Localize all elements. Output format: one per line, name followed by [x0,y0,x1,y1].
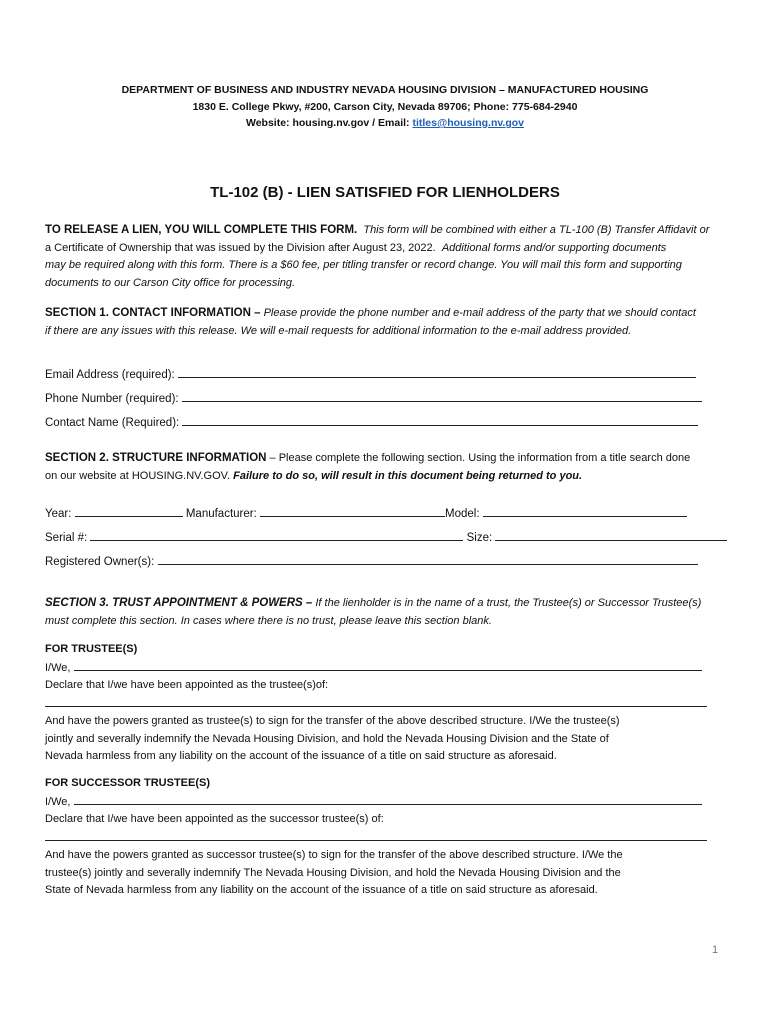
section3-heading: SECTION 3. TRUST APPOINTMENT & POWERS – [45,597,313,609]
trustee-name-field[interactable] [74,659,702,671]
contact-row [45,414,725,429]
trustee-declare: Declare that I/we have been appointed as the trustee(s)of: [45,679,329,691]
contact-label: Contact Name (Required): [45,417,180,429]
trustee-trust-field[interactable] [45,695,707,707]
email-label: Email Address (required): [45,369,175,381]
year-field[interactable] [75,505,183,517]
manufacturer-label: Manufacturer: [185,508,257,520]
successor-block: FOR SUCCESSOR TRUSTEE(S) I/We, Declare that I/we have been appointed as the successor trustee(s) of: And have the powers granted as successor trustee(s) to sign for the transfer of the above described structure. I/We the trustee(s) jointly and severally indemnify The Nevada Housing Division, and hold the Nevada Housing Division and the State of Nevada harmless from any liability on the account of the issuance of a title on said structure as aforesaid. [45,775,725,900]
model-label: Model: [445,508,480,520]
website-text: Website: housing.nv.gov / Email: [245,117,413,129]
registered-owner-field[interactable] [158,553,698,565]
owner-row [45,553,725,568]
section1-intro: SECTION 1. CONTACT INFORMATION – Please provide the phone number and e-mail address of the party that we should contact if there are any issues with this release. We will e-mail requests for additional information to the e-mail address provided. [45,307,696,337]
email-link[interactable]: titles@housing.nv.gov [412,117,525,129]
size-label: Size: [466,532,493,544]
size-field[interactable] [495,529,727,541]
email-field[interactable] [178,366,696,378]
phone-label: Phone Number (required): [45,393,179,405]
contact-name-field[interactable] [182,414,698,426]
serial-field[interactable] [90,529,463,541]
form-title: TL-102 (B) - LIEN SATISFIED FOR LIENHOLDERS [210,184,560,201]
section3-intro: SECTION 3. TRUST APPOINTMENT & POWERS – If the lienholder is in the name of a trust, the Trustee(s) or Successor Trustee(s) must complete this section. In cases where there is no trust, please leave this section blank. [45,597,702,627]
intro-heading: TO RELEASE A LIEN, YOU WILL COMPLETE THIS FORM. [45,224,358,236]
model-field[interactable] [483,505,687,517]
trustee-heading: FOR TRUSTEE(S) [45,643,138,655]
page-number: 1 [712,944,719,956]
agency-name: DEPARTMENT OF BUSINESS AND INDUSTRY NEVADA HOUSING DIVISION – MANUFACTURED HOUSING [121,84,649,96]
trustee-iwe-label: I/We, [45,661,71,674]
successor-iwe-label: I/We, [45,795,71,808]
structure-row-1 [45,505,725,520]
successor-declare: Declare that I/we have been appointed as the successor trustee(s) of: [45,813,384,825]
owner-label: Registered Owner(s): [45,556,155,568]
email-row [45,366,725,381]
agency-contact [45,115,725,132]
agency-address: 1830 E. College Pkwy, #200, Carson City, Nevada 89706; Phone: 775-684-2940 [192,101,578,113]
section2-intro: SECTION 2. STRUCTURE INFORMATION – Please complete the following section. Using the information from a title search done on our website at HOUSING.NV.GOV. Failure to do so, will result in this document being returned to you. [45,452,691,482]
intro-paragraph: TO RELEASE A LIEN, YOU WILL COMPLETE THIS FORM. This form will be combined with either a TL-100 (B) Transfer Affidavit or a Certificate of Ownership that was issued by the Division after August 23, 2022. Additional forms and/or supporting documents may be required along with this form. There is a $60 fee, per titling transfer or record change. You will mail this form and supporting documents to our Carson City office for processing. [45,224,710,289]
structure-row-2 [45,529,725,544]
section1-heading: SECTION 1. CONTACT INFORMATION – [45,307,261,319]
phone-row [45,390,725,405]
successor-name-field[interactable] [74,793,702,805]
successor-trust-field[interactable] [45,829,707,841]
section2-heading: SECTION 2. STRUCTURE INFORMATION [45,452,267,464]
trustee-block: FOR TRUSTEE(S) I/We, Declare that I/we have been appointed as the trustee(s)of: And have the powers granted as trustee(s) to sign for the transfer of the above described structure. I/We the trustee(s) jointly and severally indemnify the Nevada Housing Division, and hold the Nevada Housing Division and the State of Nevada harmless from any liability on the account of the issuance of a title on said structure as aforesaid. [45,641,725,766]
phone-field[interactable] [182,390,702,402]
successor-heading: FOR SUCCESSOR TRUSTEE(S) [45,777,211,789]
serial-label: Serial #: [45,532,88,544]
manufacturer-field[interactable] [260,505,445,517]
year-label: Year: [45,508,72,520]
